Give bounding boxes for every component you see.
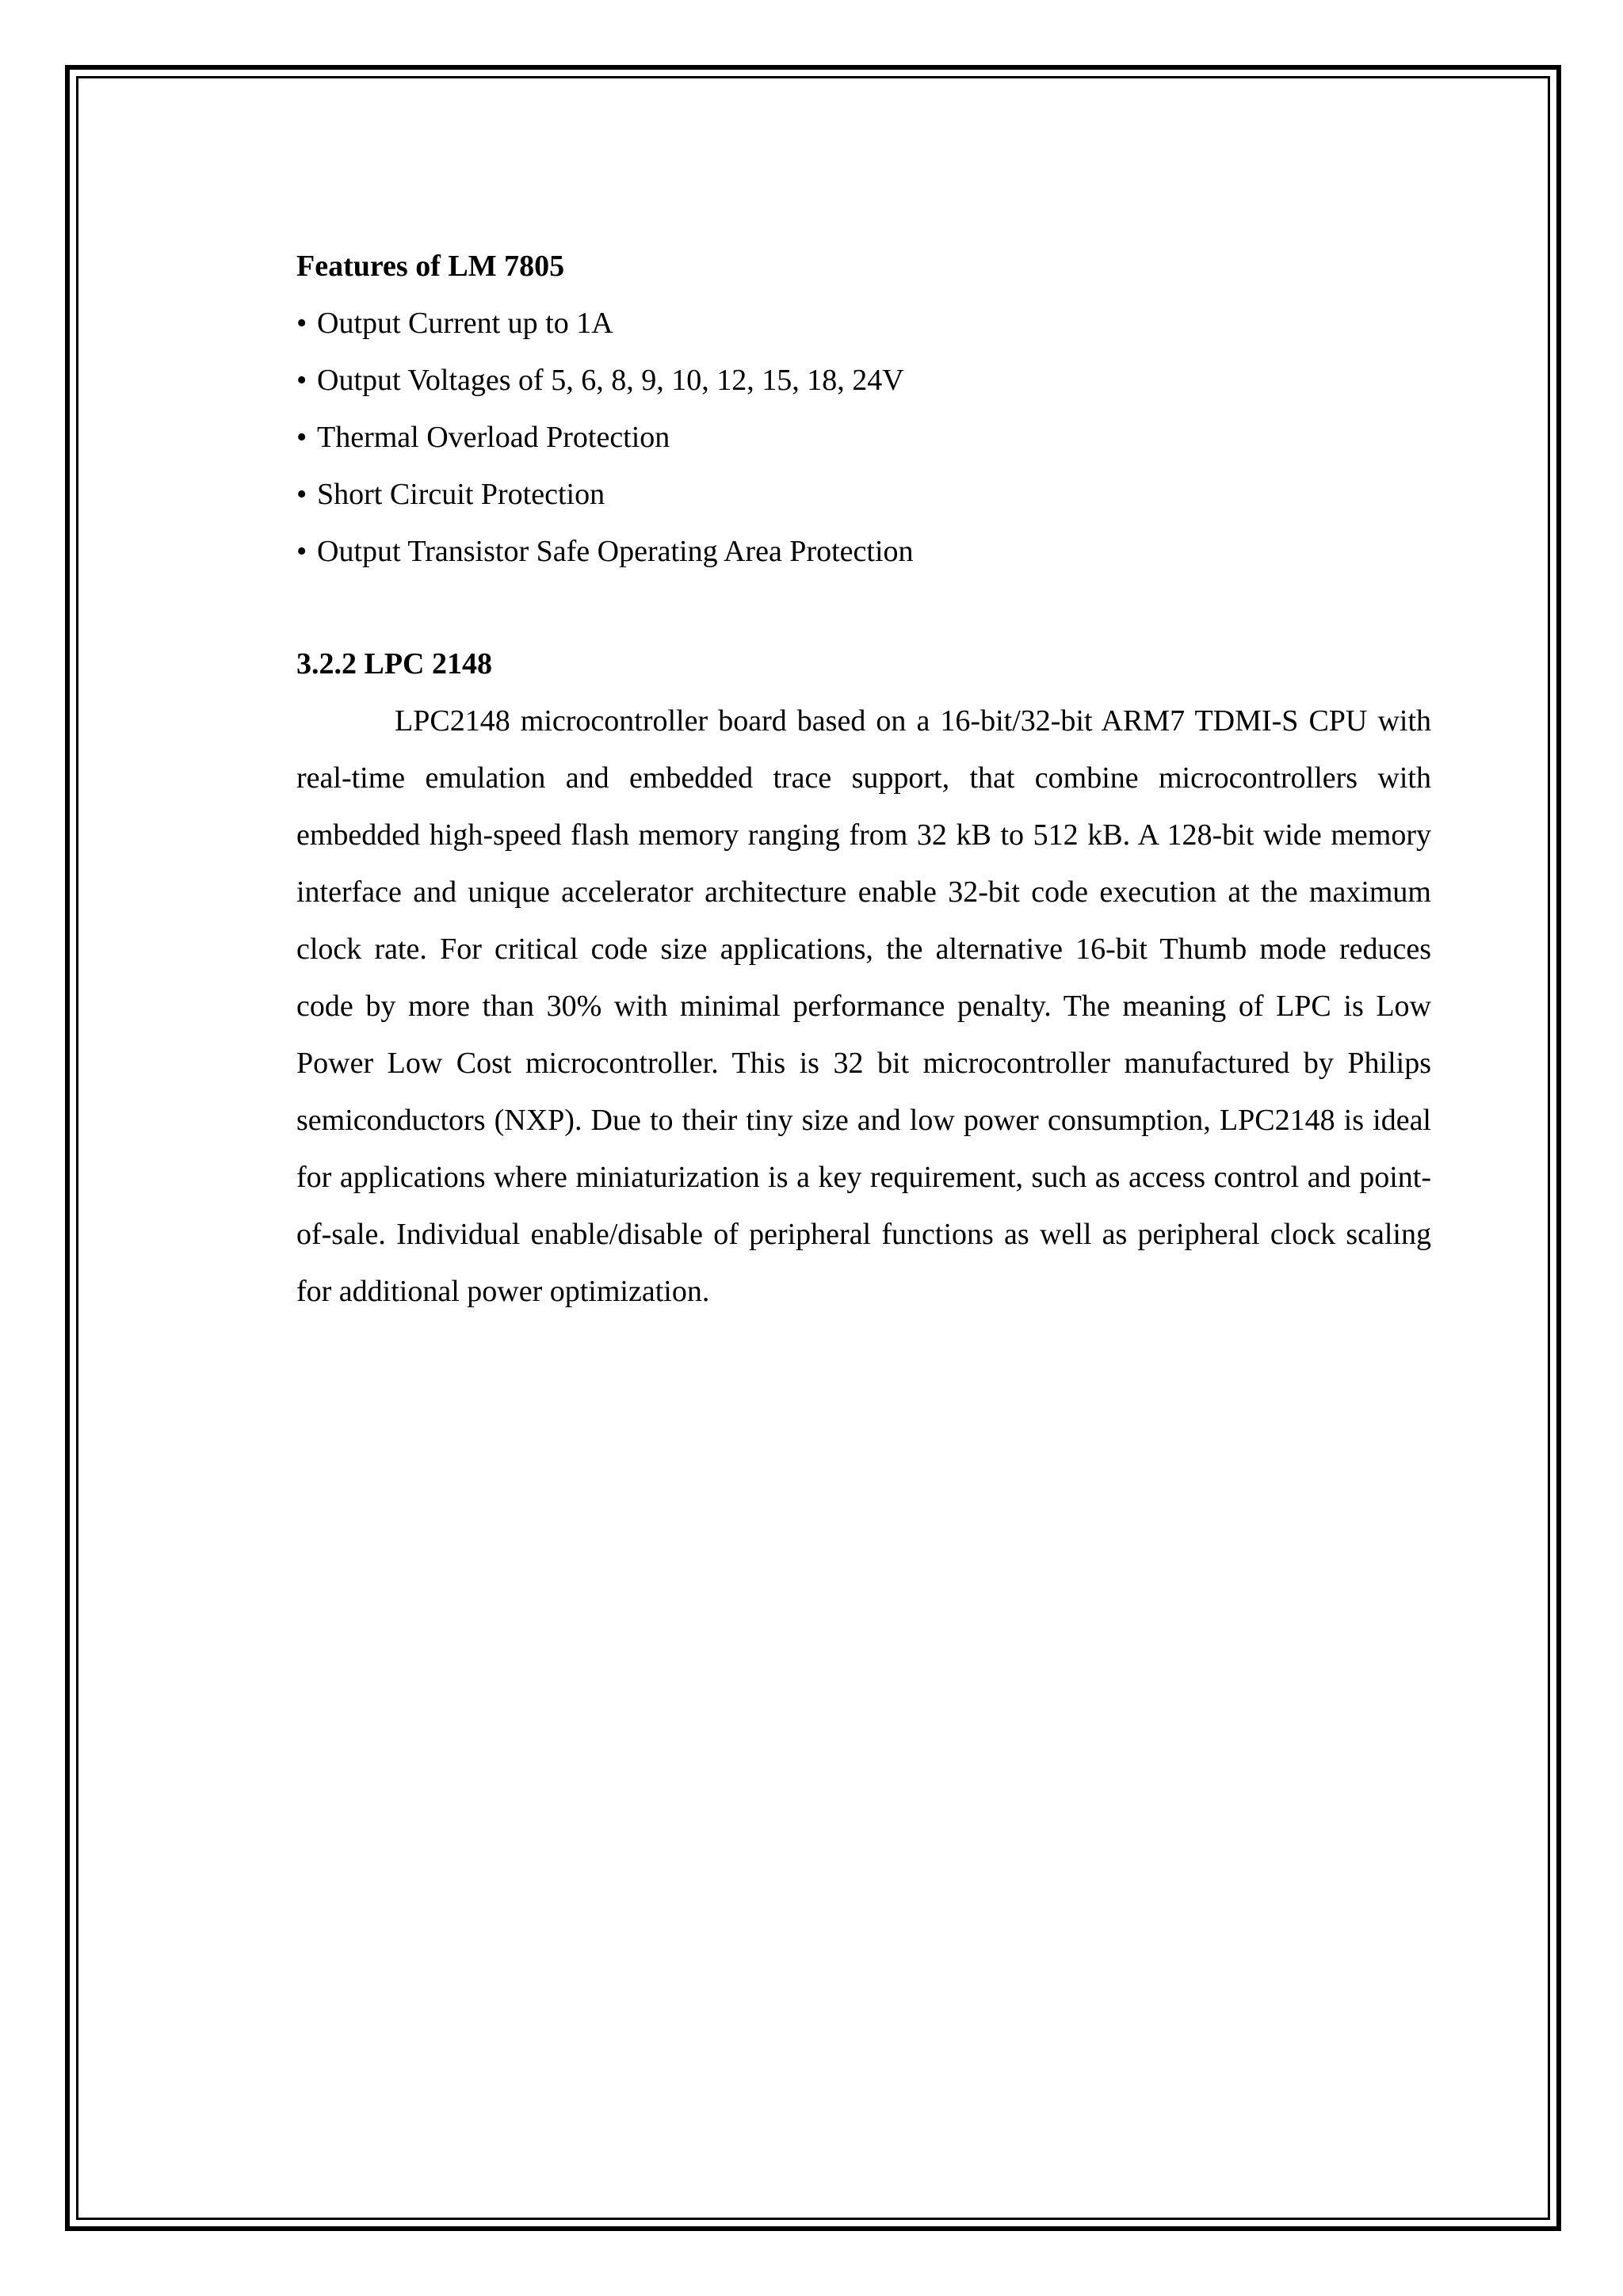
features-heading: Features of LM 7805 xyxy=(296,250,565,283)
feature-item xyxy=(296,466,1431,523)
feature-text: Output Transistor Safe Operating Area Protection xyxy=(317,535,914,568)
bullet-icon: • xyxy=(296,535,307,568)
bullet-icon: • xyxy=(296,478,307,511)
bullet-icon: • xyxy=(296,307,307,340)
feature-item xyxy=(296,523,1431,580)
bullet-icon: • xyxy=(296,364,307,397)
bullet-icon: • xyxy=(296,421,307,454)
section-paragraph: LPC2148 microcontroller board based on a 16-bit/32-bit ARM7 TDMI-S CPU with real-time emulation and embedded trace support, that combine microcontrollers with embedded high-speed flash memory ranging from 32 kB to 512 kB. A 128-bit wide memory interface and unique accelerator architecture enable 32-bit code execution at the maximum clock rate. For critical code size applications, the alternative 16-bit Thumb mode reduces code by more than 30% with minimal performance penalty. The meaning of LPC is Low Power Low Cost microcontroller. This is 32 bit microcontroller manufactured by Philips semiconductors (NXP). Due to their tiny size and low power consumption, LPC2148 is ideal for applications where miniaturization is a key requirement, such as access control and point-of-sale. Individual enable/disable of peripheral functions as well as peripheral clock scaling for additional power optimization. xyxy=(296,704,1431,1308)
section-heading: 3.2.2 LPC 2148 xyxy=(296,647,492,681)
features-list xyxy=(296,295,1431,580)
feature-text: Output Voltages of 5, 6, 8, 9, 10, 12, 15, 18, 24V xyxy=(317,364,904,397)
feature-text: Thermal Overload Protection xyxy=(317,421,670,454)
page-content xyxy=(296,238,1431,1320)
feature-item xyxy=(296,295,1431,352)
feature-text: Output Current up to 1A xyxy=(317,307,613,340)
feature-text: Short Circuit Protection xyxy=(317,478,605,511)
feature-item xyxy=(296,409,1431,466)
feature-item xyxy=(296,352,1431,409)
